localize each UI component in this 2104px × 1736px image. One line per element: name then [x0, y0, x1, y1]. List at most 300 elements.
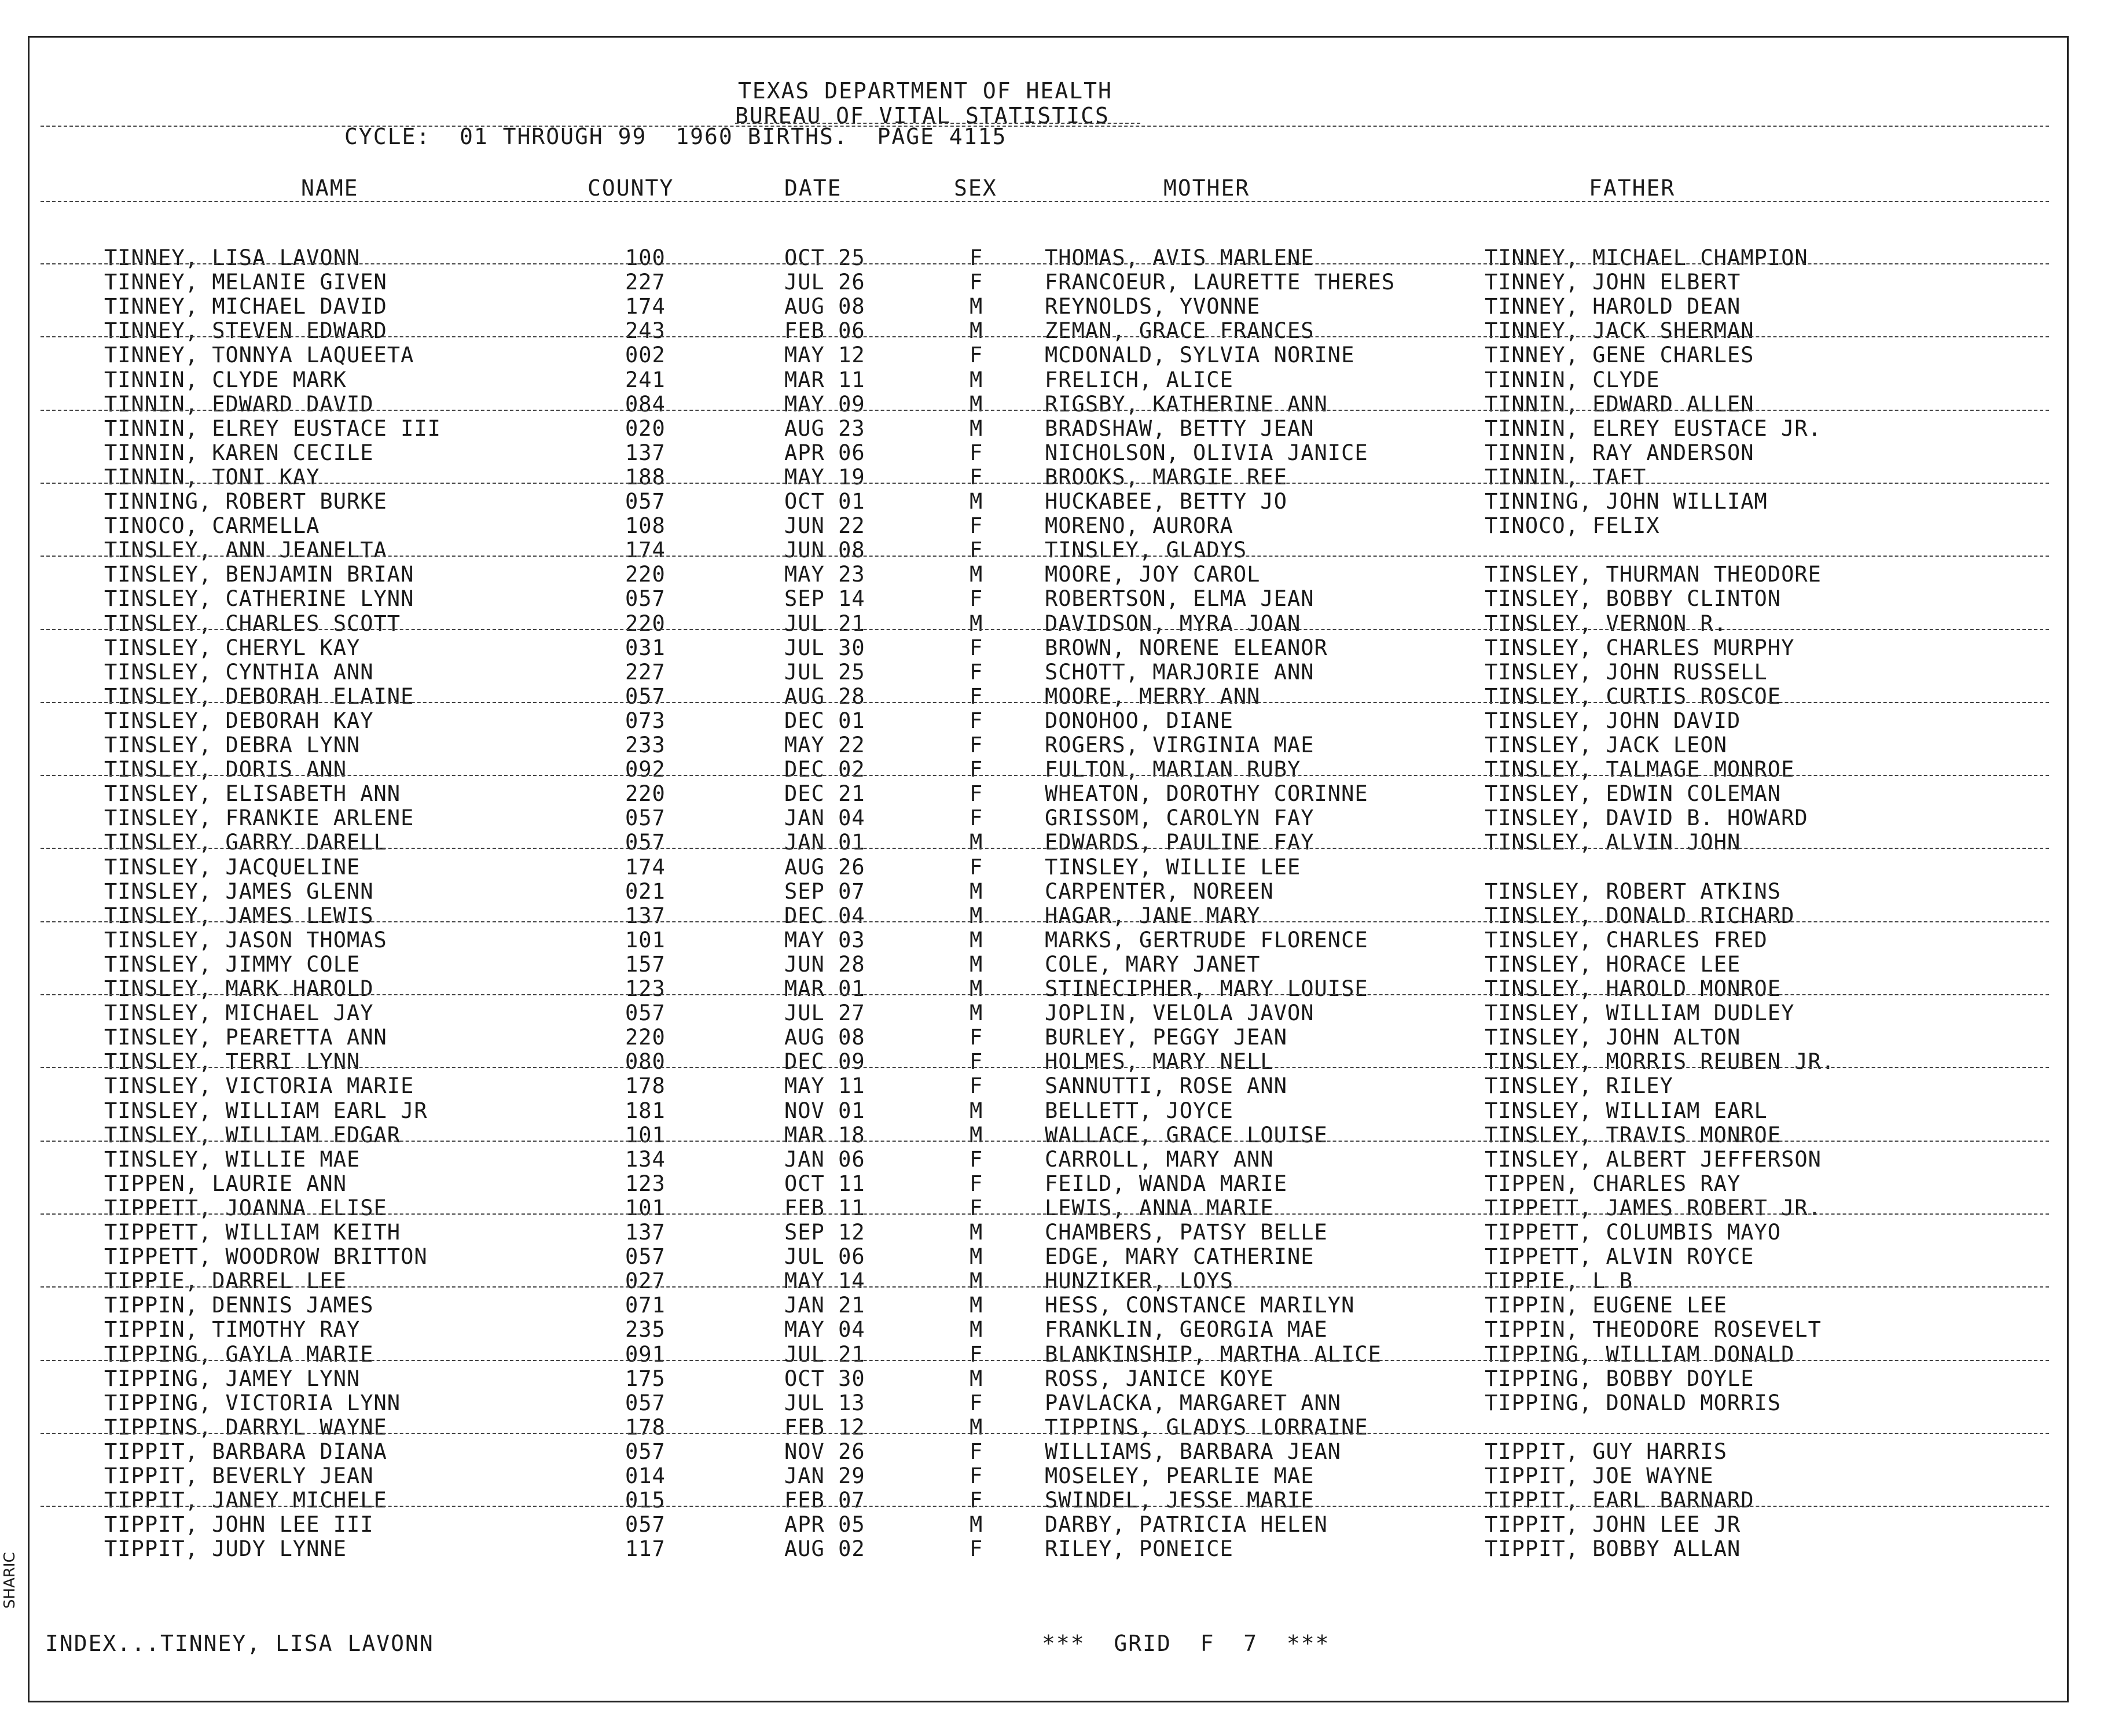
- record-county: 031: [625, 635, 666, 660]
- record-county: 220: [625, 562, 666, 587]
- record-father: TINNING, JOHN WILLIAM: [1485, 489, 1768, 514]
- print-rule: [41, 702, 2049, 703]
- record-father: TIPPIN, THEODORE ROSEVELT: [1485, 1317, 1822, 1343]
- record-father: TINNIN, ELREY EUSTACE JR.: [1485, 415, 1822, 441]
- record-county: 220: [625, 1025, 666, 1050]
- table-row: [0, 1025, 2104, 1050]
- record-sex: M: [970, 951, 983, 977]
- record-name: TIPPIT, BARBARA DIANA: [104, 1439, 387, 1464]
- record-father: TIPPIE, L B: [1485, 1268, 1633, 1294]
- table-row: [0, 490, 2104, 514]
- record-county: 178: [625, 1414, 666, 1440]
- record-father: TINNIN, EDWARD ALLEN: [1485, 391, 1754, 417]
- record-mother: FEILD, WANDA MARIE: [1045, 1171, 1287, 1196]
- record-father: TINSLEY, ALBERT JEFFERSON: [1485, 1146, 1822, 1172]
- record-name: TINNIN, TONI KAY: [104, 464, 320, 490]
- record-sex: F: [970, 1390, 983, 1415]
- col-date: DATE: [784, 175, 842, 201]
- record-mother: HUNZIKER, LOYS: [1045, 1268, 1233, 1294]
- record-county: 073: [625, 708, 666, 733]
- record-county: 175: [625, 1366, 666, 1391]
- table-row: [0, 1147, 2104, 1172]
- table-row: [0, 465, 2104, 490]
- record-name: TINSLEY, ELISABETH ANN: [104, 781, 401, 807]
- record-mother: CHAMBERS, PATSY BELLE: [1045, 1220, 1328, 1245]
- record-father: TIPPIT, GUY HARRIS: [1485, 1439, 1727, 1464]
- record-name: TINSLEY, CYNTHIA ANN: [104, 659, 374, 685]
- record-name: TINSLEY, JAMES GLENN: [104, 878, 374, 904]
- print-rule: [41, 629, 2049, 630]
- record-name: TIPPIT, JANEY MICHELE: [104, 1488, 387, 1513]
- table-row: [0, 1074, 2104, 1098]
- record-mother: MOSELEY, PEARLIE MAE: [1045, 1463, 1314, 1488]
- record-sex: M: [970, 415, 983, 441]
- record-name: TIPPIT, JUDY LYNNE: [104, 1536, 347, 1562]
- print-rule: [41, 921, 2049, 922]
- record-date: MAY 12: [784, 343, 865, 368]
- record-father: TIPPIN, EUGENE LEE: [1485, 1293, 1727, 1318]
- table-row: [0, 246, 2104, 270]
- record-name: TINNIN, CLYDE MARK: [104, 367, 347, 392]
- table-row: [0, 782, 2104, 806]
- record-father: TINSLEY, TRAVIS MONROE: [1485, 1122, 1782, 1147]
- print-rule: [41, 775, 2049, 776]
- record-mother: LEWIS, ANNA MARIE: [1045, 1195, 1274, 1220]
- record-name: TINSLEY, FRANKIE ARLENE: [104, 806, 414, 831]
- record-sex: F: [970, 757, 983, 782]
- record-name: TIPPINS, DARRYL WAYNE: [104, 1414, 387, 1440]
- record-county: 227: [625, 659, 666, 685]
- table-row: [0, 1464, 2104, 1488]
- record-county: 057: [625, 830, 666, 855]
- record-date: AUG 02: [784, 1536, 865, 1562]
- record-mother: BROWN, NORENE ELEANOR: [1045, 635, 1328, 660]
- record-date: JUL 27: [784, 1001, 865, 1026]
- record-name: TIPPING, GAYLA MARIE: [104, 1341, 374, 1367]
- record-mother: EDGE, MARY CATHERINE: [1045, 1244, 1314, 1270]
- record-county: 108: [625, 513, 666, 539]
- record-name: TINSLEY, MICHAEL JAY: [104, 1001, 374, 1026]
- table-row: [0, 709, 2104, 733]
- record-sex: F: [970, 708, 983, 733]
- record-father: TINSLEY, JOHN DAVID: [1485, 708, 1741, 733]
- record-father: TINSLEY, CHARLES MURPHY: [1485, 635, 1795, 660]
- record-county: 091: [625, 1341, 666, 1367]
- record-mother: TINSLEY, GLADYS: [1045, 538, 1247, 563]
- table-row: [0, 757, 2104, 782]
- record-sex: M: [970, 903, 983, 928]
- table-row: [0, 295, 2104, 319]
- record-father: TINSLEY, JOHN RUSSELL: [1485, 659, 1768, 685]
- table-row: [0, 1220, 2104, 1245]
- record-name: TIPPING, JAMEY LYNN: [104, 1366, 361, 1391]
- record-name: TINNEY, MELANIE GIVEN: [104, 270, 387, 295]
- record-father: TINNIN, CLYDE: [1485, 367, 1660, 392]
- record-county: 220: [625, 781, 666, 807]
- record-date: FEB 06: [784, 318, 865, 344]
- table-row: [0, 1245, 2104, 1269]
- record-name: TIPPIT, BEVERLY JEAN: [104, 1463, 374, 1488]
- record-sex: F: [970, 1073, 983, 1099]
- record-father: TINSLEY, HORACE LEE: [1485, 951, 1741, 977]
- record-sex: M: [970, 1366, 983, 1391]
- record-date: DEC 09: [784, 1049, 865, 1075]
- record-father: TIPPETT, JAMES ROBERT JR.: [1485, 1195, 1822, 1220]
- record-father: TINSLEY, CHARLES FRED: [1485, 927, 1768, 952]
- record-name: TINNING, ROBERT BURKE: [104, 489, 387, 514]
- record-father: TINSLEY, JOHN ALTON: [1485, 1025, 1741, 1050]
- record-mother: WHEATON, DOROTHY CORINNE: [1045, 781, 1368, 807]
- record-father: TIPPING, BOBBY DOYLE: [1485, 1366, 1754, 1391]
- table-row: [0, 514, 2104, 538]
- table-row: [0, 270, 2104, 295]
- record-name: TINSLEY, VICTORIA MARIE: [104, 1073, 414, 1099]
- print-rule: [41, 1506, 2049, 1507]
- table-row: [0, 1367, 2104, 1391]
- record-name: TINSLEY, CHARLES SCOTT: [104, 610, 401, 636]
- table-row: [0, 1050, 2104, 1074]
- record-date: JUN 22: [784, 513, 865, 539]
- record-mother: TIPPINS, GLADYS LORRAINE: [1045, 1414, 1368, 1440]
- record-mother: HOLMES, MARY NELL: [1045, 1049, 1274, 1075]
- print-rule: [41, 1360, 2049, 1361]
- record-father: TINSLEY, ROBERT ATKINS: [1485, 878, 1782, 904]
- record-mother: MARKS, GERTRUDE FLORENCE: [1045, 927, 1368, 952]
- table-row: [0, 928, 2104, 952]
- record-sex: M: [970, 391, 983, 417]
- print-rule: [41, 1286, 2049, 1288]
- record-date: JUL 06: [784, 1244, 865, 1270]
- record-date: OCT 11: [784, 1171, 865, 1196]
- col-sex: SEX: [954, 175, 997, 201]
- record-county: 084: [625, 391, 666, 417]
- record-father: TIPPIT, JOHN LEE JR: [1485, 1512, 1741, 1538]
- table-row: [0, 685, 2104, 709]
- record-name: TINNIN, KAREN CECILE: [104, 440, 374, 465]
- record-mother: ZEMAN, GRACE FRANCES: [1045, 318, 1314, 344]
- record-name: TINSLEY, MARK HAROLD: [104, 976, 374, 1001]
- record-date: JAN 21: [784, 1293, 865, 1318]
- record-date: DEC 04: [784, 903, 865, 928]
- record-date: JUN 08: [784, 538, 865, 563]
- record-date: JUL 26: [784, 270, 865, 295]
- record-sex: F: [970, 538, 983, 563]
- record-sex: M: [970, 927, 983, 952]
- record-date: SEP 12: [784, 1220, 865, 1245]
- record-county: 123: [625, 1171, 666, 1196]
- record-date: MAY 22: [784, 733, 865, 757]
- record-mother: RILEY, PONEICE: [1045, 1536, 1233, 1562]
- record-name: TINSLEY, BENJAMIN BRIAN: [104, 562, 414, 587]
- record-sex: F: [970, 1146, 983, 1172]
- record-date: MAY 09: [784, 391, 865, 417]
- record-father: TIPPIT, BOBBY ALLAN: [1485, 1536, 1741, 1562]
- table-row: [0, 1269, 2104, 1293]
- record-mother: RIGSBY, KATHERINE ANN: [1045, 391, 1328, 417]
- record-father: TINNEY, HAROLD DEAN: [1485, 294, 1741, 319]
- record-name: TINSLEY, PEARETTA ANN: [104, 1025, 387, 1050]
- record-name: TINSLEY, CATHERINE LYNN: [104, 586, 414, 612]
- record-county: 233: [625, 733, 666, 757]
- record-sex: F: [970, 440, 983, 465]
- record-county: 117: [625, 1536, 666, 1562]
- table-row: [0, 538, 2104, 562]
- record-father: TIPPETT, COLUMBIS MAYO: [1485, 1220, 1782, 1245]
- record-sex: F: [970, 1536, 983, 1562]
- record-sex: F: [970, 1488, 983, 1513]
- record-father: TINNEY, JACK SHERMAN: [1485, 318, 1754, 344]
- record-name: TINSLEY, DEBORAH KAY: [104, 708, 374, 733]
- record-mother: DARBY, PATRICIA HELEN: [1045, 1512, 1328, 1538]
- record-date: MAY 19: [784, 464, 865, 490]
- record-mother: ROSS, JANICE KOYE: [1045, 1366, 1274, 1391]
- record-name: TIPPETT, WOODROW BRITTON: [104, 1244, 428, 1270]
- table-row: [0, 806, 2104, 830]
- record-father: TINSLEY, VERNON R.: [1485, 610, 1727, 636]
- table-row: [0, 880, 2104, 904]
- table-row: [0, 636, 2104, 660]
- record-name: TIPPIT, JOHN LEE III: [104, 1512, 374, 1538]
- print-rule: [41, 336, 2049, 337]
- record-sex: M: [970, 976, 983, 1001]
- table-row: [0, 855, 2104, 880]
- record-name: TINSLEY, GARRY DARELL: [104, 830, 387, 855]
- record-county: 057: [625, 586, 666, 612]
- table-row: [0, 660, 2104, 685]
- record-name: TIPPING, VICTORIA LYNN: [104, 1390, 401, 1415]
- table-row: [0, 1196, 2104, 1220]
- record-name: TINSLEY, DORIS ANN: [104, 757, 347, 782]
- record-mother: NICHOLSON, OLIVIA JANICE: [1045, 440, 1368, 465]
- record-mother: REYNOLDS, YVONNE: [1045, 294, 1261, 319]
- record-father: TINSLEY, MORRIS REUBEN JR.: [1485, 1049, 1835, 1075]
- record-mother: CARPENTER, NOREEN: [1045, 878, 1274, 904]
- record-date: OCT 25: [784, 245, 865, 270]
- table-row: [0, 1318, 2104, 1342]
- record-mother: BLANKINSHIP, MARTHA ALICE: [1045, 1341, 1382, 1367]
- record-father: TINSLEY, THURMAN THEODORE: [1485, 562, 1822, 587]
- table-row: [0, 1513, 2104, 1537]
- record-mother: BURLEY, PEGGY JEAN: [1045, 1025, 1287, 1050]
- record-name: TIPPIN, TIMOTHY RAY: [104, 1317, 361, 1343]
- record-mother: PAVLACKA, MARGARET ANN: [1045, 1390, 1342, 1415]
- record-county: 137: [625, 1220, 666, 1245]
- print-rule: [41, 410, 2049, 411]
- table-row: [0, 587, 2104, 611]
- record-name: TINNIN, ELREY EUSTACE III: [104, 415, 441, 441]
- record-sex: M: [970, 1268, 983, 1294]
- record-sex: F: [970, 781, 983, 807]
- record-mother: HUCKABEE, BETTY JO: [1045, 489, 1287, 514]
- record-date: APR 06: [784, 440, 865, 465]
- record-name: TINSLEY, DEBRA LYNN: [104, 733, 361, 757]
- record-sex: M: [970, 610, 983, 636]
- table-row: [0, 562, 2104, 587]
- record-sex: F: [970, 1025, 983, 1050]
- record-county: 071: [625, 1293, 666, 1318]
- record-date: AUG 23: [784, 415, 865, 441]
- table-row: [0, 1415, 2104, 1440]
- record-sex: F: [970, 1195, 983, 1220]
- record-sex: M: [970, 1098, 983, 1123]
- print-rule: [41, 1433, 2049, 1434]
- record-date: MAR 11: [784, 367, 865, 392]
- record-sex: F: [970, 659, 983, 685]
- table-row: [0, 830, 2104, 855]
- record-mother: MOORE, JOY CAROL: [1045, 562, 1261, 587]
- record-mother: SCHOTT, MARJORIE ANN: [1045, 659, 1314, 685]
- table-row: [0, 977, 2104, 1001]
- record-date: MAY 14: [784, 1268, 865, 1294]
- record-date: JAN 04: [784, 806, 865, 831]
- record-father: TIPPING, WILLIAM DONALD: [1485, 1341, 1795, 1367]
- footer-index: INDEX...TINNEY, LISA LAVONN: [45, 1631, 434, 1656]
- record-county: 178: [625, 1073, 666, 1099]
- print-rule: [41, 994, 2049, 995]
- table-row: [0, 952, 2104, 977]
- record-name: TIPPEN, LAURIE ANN: [104, 1171, 347, 1196]
- record-date: JUL 30: [784, 635, 865, 660]
- record-mother: BRADSHAW, BETTY JEAN: [1045, 415, 1314, 441]
- col-mother: MOTHER: [1163, 175, 1250, 201]
- record-county: 243: [625, 318, 666, 344]
- record-father: TIPPETT, ALVIN ROYCE: [1485, 1244, 1754, 1270]
- record-father: TINSLEY, BOBBY CLINTON: [1485, 586, 1782, 612]
- record-sex: F: [970, 513, 983, 539]
- record-county: 101: [625, 927, 666, 952]
- record-mother: COLE, MARY JANET: [1045, 951, 1261, 977]
- table-row: [0, 612, 2104, 636]
- record-date: MAY 23: [784, 562, 865, 587]
- table-row: [0, 1172, 2104, 1196]
- record-date: AUG 08: [784, 1025, 865, 1050]
- record-date: SEP 07: [784, 878, 865, 904]
- print-rule: [41, 483, 2049, 484]
- record-sex: F: [970, 343, 983, 368]
- record-sex: M: [970, 489, 983, 514]
- record-name: TINNEY, MICHAEL DAVID: [104, 294, 387, 319]
- record-mother: BROOKS, MARGIE REE: [1045, 464, 1287, 490]
- record-county: 020: [625, 415, 666, 441]
- record-father: TINSLEY, DAVID B. HOWARD: [1485, 806, 1808, 831]
- record-date: DEC 21: [784, 781, 865, 807]
- table-row: [0, 1001, 2104, 1025]
- record-date: DEC 01: [784, 708, 865, 733]
- record-father: TINNEY, JOHN ELBERT: [1485, 270, 1741, 295]
- record-sex: F: [970, 1049, 983, 1075]
- record-father: TINSLEY, TALMAGE MONROE: [1485, 757, 1795, 782]
- record-county: 227: [625, 270, 666, 295]
- record-father: TINNEY, GENE CHARLES: [1485, 343, 1754, 368]
- record-date: MAR 01: [784, 976, 865, 1001]
- record-county: 101: [625, 1195, 666, 1220]
- table-row: [0, 368, 2104, 392]
- col-county: COUNTY: [587, 175, 674, 201]
- table-row: [0, 1537, 2104, 1561]
- record-county: 002: [625, 343, 666, 368]
- record-county: 092: [625, 757, 666, 782]
- record-sex: F: [970, 464, 983, 490]
- record-mother: FRELICH, ALICE: [1045, 367, 1233, 392]
- table-row: [0, 343, 2104, 367]
- record-father: TINSLEY, WILLIAM EARL: [1485, 1098, 1768, 1123]
- record-sex: F: [970, 635, 983, 660]
- record-mother: JOPLIN, VELOLA JAVON: [1045, 1001, 1314, 1026]
- record-father: TINSLEY, EDWIN COLEMAN: [1485, 781, 1782, 807]
- table-row: [0, 1440, 2104, 1464]
- record-father: TINOCO, FELIX: [1485, 513, 1660, 539]
- record-father: TINSLEY, CURTIS ROSCOE: [1485, 683, 1782, 709]
- record-sex: F: [970, 733, 983, 757]
- record-county: 057: [625, 1390, 666, 1415]
- record-county: 188: [625, 464, 666, 490]
- record-name: TIPPETT, WILLIAM KEITH: [104, 1220, 401, 1245]
- record-mother: FULTON, MARIAN RUBY: [1045, 757, 1301, 782]
- record-sex: M: [970, 878, 983, 904]
- col-father: FATHER: [1589, 175, 1676, 201]
- record-name: TINNEY, LISA LAVONN: [104, 245, 361, 270]
- record-sex: M: [970, 1122, 983, 1147]
- record-mother: SANNUTTI, ROSE ANN: [1045, 1073, 1287, 1099]
- cycle-line: CYCLE: 01 THROUGH 99 1960 BIRTHS. PAGE 4115: [344, 124, 1007, 149]
- record-name: TIPPETT, JOANNA ELISE: [104, 1195, 387, 1220]
- record-sex: F: [970, 1463, 983, 1488]
- record-father: TINSLEY, HAROLD MONROE: [1485, 976, 1782, 1001]
- record-sex: M: [970, 1220, 983, 1245]
- record-sex: M: [970, 318, 983, 344]
- record-name: TINSLEY, WILLIAM EDGAR: [104, 1122, 401, 1147]
- record-sex: F: [970, 245, 983, 270]
- record-county: 174: [625, 538, 666, 563]
- record-county: 137: [625, 903, 666, 928]
- header-title: TEXAS DEPARTMENT OF HEALTH: [738, 78, 1112, 104]
- record-name: TINSLEY, JACQUELINE: [104, 854, 361, 880]
- record-father: TINSLEY, DONALD RICHARD: [1485, 903, 1795, 928]
- record-county: 220: [625, 610, 666, 636]
- record-father: TINSLEY, WILLIAM DUDLEY: [1485, 1001, 1795, 1026]
- footer-grid: *** GRID F 7 ***: [1042, 1631, 1330, 1656]
- record-sex: F: [970, 586, 983, 612]
- record-county: 134: [625, 1146, 666, 1172]
- record-father: TINNIN, RAY ANDERSON: [1485, 440, 1754, 465]
- record-sex: M: [970, 1001, 983, 1026]
- record-mother: GRISSOM, CAROLYN FAY: [1045, 806, 1314, 831]
- record-name: TINNEY, STEVEN EDWARD: [104, 318, 387, 344]
- record-county: 057: [625, 489, 666, 514]
- record-mother: CARROLL, MARY ANN: [1045, 1146, 1274, 1172]
- record-county: 057: [625, 1001, 666, 1026]
- print-rule: [41, 556, 2049, 557]
- record-name: TINSLEY, DEBORAH ELAINE: [104, 683, 414, 709]
- record-date: FEB 07: [784, 1488, 865, 1513]
- record-date: JUL 21: [784, 610, 865, 636]
- print-rule: [41, 263, 2049, 264]
- record-mother: MORENO, AURORA: [1045, 513, 1233, 539]
- record-name: TINSLEY, CHERYL KAY: [104, 635, 361, 660]
- record-sex: M: [970, 1512, 983, 1538]
- record-date: JUL 25: [784, 659, 865, 685]
- record-mother: HAGAR, JANE MARY: [1045, 903, 1261, 928]
- record-mother: THOMAS, AVIS MARLENE: [1045, 245, 1314, 270]
- record-date: AUG 08: [784, 294, 865, 319]
- record-date: JAN 01: [784, 830, 865, 855]
- record-date: JAN 29: [784, 1463, 865, 1488]
- record-mother: WALLACE, GRACE LOUISE: [1045, 1122, 1328, 1147]
- record-sex: M: [970, 294, 983, 319]
- record-date: FEB 11: [784, 1195, 865, 1220]
- record-name: TIPPIN, DENNIS JAMES: [104, 1293, 374, 1318]
- record-county: 101: [625, 1122, 666, 1147]
